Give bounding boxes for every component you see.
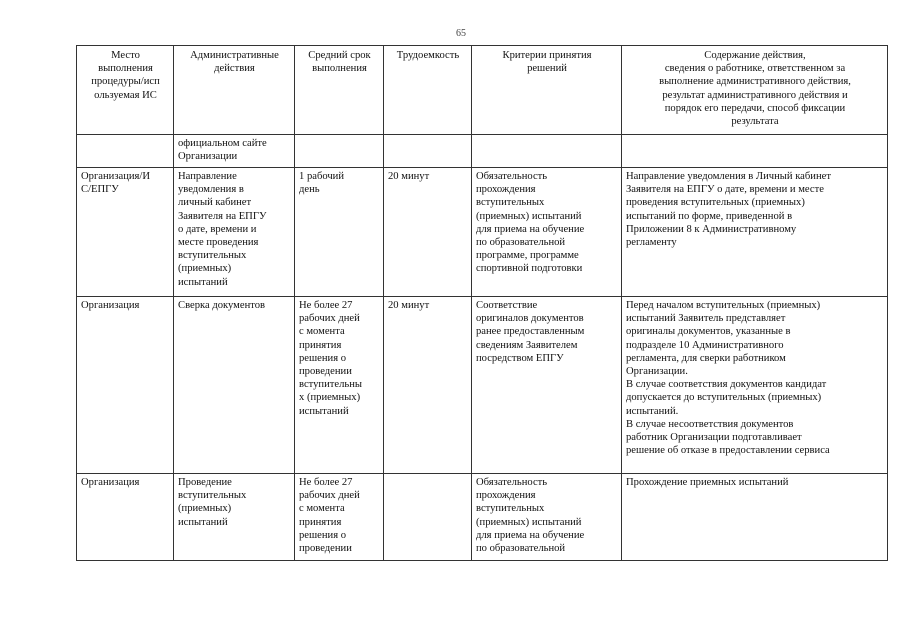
cell-criteria: Соответствие оригиналов документов ранее предоставленным сведениям Заявителем посредством ЕПГУ <box>472 297 622 474</box>
cell-effort <box>384 474 472 561</box>
cell-criteria: Обязательность прохождения вступительных (приемных) испытаний для приема на обучение по образовательной <box>472 474 622 561</box>
table-row-continuation <box>77 135 888 168</box>
table-row <box>77 168 888 297</box>
cell-place: Организация <box>77 297 174 474</box>
cell-term <box>295 135 384 168</box>
procedure-table <box>76 45 888 561</box>
cell-term: Не более 27 рабочих дней с момента принятия решения о проведении вступительны х (приемных) испытаний <box>295 297 384 474</box>
cell-action: Проведение вступительных (приемных) испытаний <box>174 474 295 561</box>
cell-effort: 20 минут <box>384 297 472 474</box>
header-effort: Трудоемкость <box>384 46 472 135</box>
cell-effort: 20 минут <box>384 168 472 297</box>
page-number: 65 <box>456 28 466 39</box>
header-term: Средний срок выполнения <box>295 46 384 135</box>
cell-action: Направление уведомления в личный кабинет Заявителя на ЕПГУ о дате, времени и месте проведения вступительных (приемных) испытаний <box>174 168 295 297</box>
cell-content <box>622 135 888 168</box>
header-place: Место выполнения процедуры/исп ользуемая ИС <box>77 46 174 135</box>
cell-place <box>77 135 174 168</box>
cell-effort <box>384 135 472 168</box>
cell-place: Организация <box>77 474 174 561</box>
cell-content: Направление уведомления в Личный кабинет Заявителя на ЕПГУ о дате, времени и месте проведения вступительных (приемных) испытаний по форме, приведенной в Приложении 8 к Административному регламенту <box>622 168 888 297</box>
header-content: Содержание действия, сведения о работнике, ответственном за выполнение административного действия, результат административного действия и порядок его передачи, способ фиксации результата <box>622 46 888 135</box>
table-row <box>77 474 888 561</box>
cell-criteria: Обязательность прохождения вступительных (приемных) испытаний для приема на обучение по образовательной программе, программе спортивной подготовки <box>472 168 622 297</box>
cell-term: Не более 27 рабочих дней с момента принятия решения о проведении <box>295 474 384 561</box>
table-header-row <box>77 46 888 135</box>
header-action: Административные действия <box>174 46 295 135</box>
cell-criteria <box>472 135 622 168</box>
cell-action: Сверка документов <box>174 297 295 474</box>
cell-term: 1 рабочий день <box>295 168 384 297</box>
header-criteria: Критерии принятия решений <box>472 46 622 135</box>
cell-content: Перед началом вступительных (приемных) испытаний Заявитель представляет оригиналы документов, указанные в подразделе 10 Административного регламента, для сверки работником Организации. В случае соответствия документов кандидат допускается до вступительных (приемных) испытаний. В случае несоответствия документов работник Организации подготавливает решение об отказе в предоставлении сервиса <box>622 297 888 474</box>
cell-action: официальном сайте Организации <box>174 135 295 168</box>
cell-place: Организация/И С/ЕПГУ <box>77 168 174 297</box>
table-row <box>77 297 888 474</box>
cell-content: Прохождение приемных испытаний <box>622 474 888 561</box>
